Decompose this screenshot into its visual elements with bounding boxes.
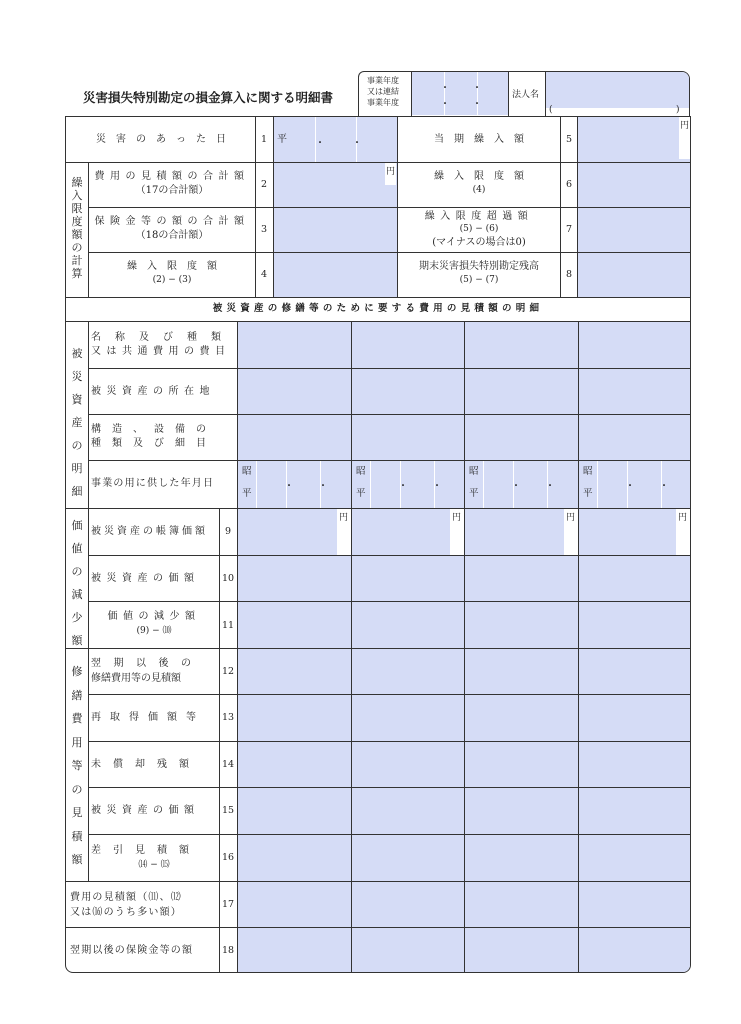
corp-name-label: 法人名 <box>512 90 540 100</box>
asset-col2-cell[interactable] <box>352 695 464 741</box>
asset-col4-cell[interactable] <box>579 742 690 787</box>
section-title: 被災資産の修繕等のために要する費用の見積額の明細 <box>212 303 544 314</box>
asset-col4-cell[interactable] <box>579 369 690 414</box>
amount-field-5[interactable] <box>578 117 690 162</box>
asset-col1-cell[interactable] <box>238 322 351 368</box>
asset-col2-cell[interactable] <box>352 322 464 368</box>
asset-col1-cell[interactable] <box>238 369 351 414</box>
asset-col2-cell[interactable] <box>352 509 464 555</box>
repair-side-label: 修繕費用等の見積額 <box>71 665 83 866</box>
asset-col1-cell[interactable] <box>238 788 351 834</box>
asset-col3-cell[interactable] <box>465 369 578 414</box>
corp-name-field[interactable] <box>546 72 689 108</box>
period-label-1: 事業年度 <box>367 76 399 85</box>
asset-col1-cell[interactable] <box>238 649 351 694</box>
amount-field-3[interactable] <box>274 208 397 252</box>
asset-col2-cell[interactable] <box>352 369 464 414</box>
asset-col3-cell[interactable] <box>465 649 578 694</box>
asset-col3-cell[interactable] <box>465 882 578 927</box>
amount-field-4[interactable] <box>274 253 397 297</box>
asset-col3-cell[interactable] <box>465 461 578 508</box>
asset-col2-cell[interactable] <box>352 556 464 601</box>
asset-col3-cell[interactable] <box>465 556 578 601</box>
asset-col1-cell[interactable] <box>238 556 351 601</box>
amount-field-8[interactable] <box>578 253 690 297</box>
asset-col3-cell[interactable] <box>465 322 578 368</box>
amount-field-7[interactable] <box>578 208 690 252</box>
asset-col2-cell[interactable] <box>352 788 464 834</box>
asset-col3-cell[interactable] <box>465 602 578 648</box>
amount-field-2[interactable] <box>274 163 397 207</box>
asset-col2-cell[interactable] <box>352 928 464 972</box>
asset-col4-cell[interactable] <box>579 835 690 881</box>
asset-col4-cell[interactable] <box>579 928 690 972</box>
asset-side-label: 被災資産の明細 <box>71 347 83 498</box>
asset-col2-cell[interactable] <box>352 649 464 694</box>
asset-col4-cell[interactable] <box>579 322 690 368</box>
asset-col1-cell[interactable] <box>238 742 351 787</box>
period-label-2: 又は連結 <box>367 87 399 96</box>
period-field[interactable] <box>412 72 508 115</box>
asset-col3-cell[interactable] <box>465 928 578 972</box>
asset-col4-cell[interactable] <box>579 602 690 648</box>
row1-label: 災 害 の あ っ た 日 <box>96 134 226 145</box>
asset-col1-cell[interactable] <box>238 882 351 927</box>
asset-col1-cell[interactable] <box>238 415 351 460</box>
asset-col3-cell[interactable] <box>465 509 578 555</box>
asset-col4-cell[interactable] <box>579 788 690 834</box>
asset-col2-cell[interactable] <box>352 742 464 787</box>
asset-col3-cell[interactable] <box>465 788 578 834</box>
asset-col2-cell[interactable] <box>352 882 464 927</box>
asset-col4-cell[interactable] <box>579 415 690 460</box>
asset-col4-cell[interactable] <box>579 509 690 555</box>
asset-col4-cell[interactable] <box>579 882 690 927</box>
calc-side-label: 繰入限度額の計算 <box>71 176 83 280</box>
asset-col3-cell[interactable] <box>465 835 578 881</box>
asset-col2-cell[interactable] <box>352 602 464 648</box>
row-number: 1 <box>260 134 268 145</box>
asset-col2-cell[interactable] <box>352 415 464 460</box>
asset-col3-cell[interactable] <box>465 695 578 741</box>
asset-col2-cell[interactable] <box>352 835 464 881</box>
amount-field-6[interactable] <box>578 163 690 207</box>
asset-col3-cell[interactable] <box>465 415 578 460</box>
asset-col1-cell[interactable] <box>238 695 351 741</box>
period-label-3: 事業年度 <box>367 98 399 107</box>
asset-col4-cell[interactable] <box>579 556 690 601</box>
asset-col1-cell[interactable] <box>238 835 351 881</box>
value-side-label: 価値の減少額 <box>71 519 83 647</box>
asset-col1-cell[interactable] <box>238 928 351 972</box>
asset-col1-cell[interactable] <box>238 509 351 555</box>
asset-col1-cell[interactable] <box>238 602 351 648</box>
form-title: 災害損失特別勘定の損金算入に関する明細書 <box>83 90 334 105</box>
disaster-date-field[interactable] <box>274 117 397 162</box>
asset-col4-cell[interactable] <box>579 695 690 741</box>
asset-col2-cell[interactable] <box>352 461 464 508</box>
asset-col1-cell[interactable] <box>238 461 351 508</box>
asset-col3-cell[interactable] <box>465 742 578 787</box>
asset-col4-cell[interactable] <box>579 649 690 694</box>
